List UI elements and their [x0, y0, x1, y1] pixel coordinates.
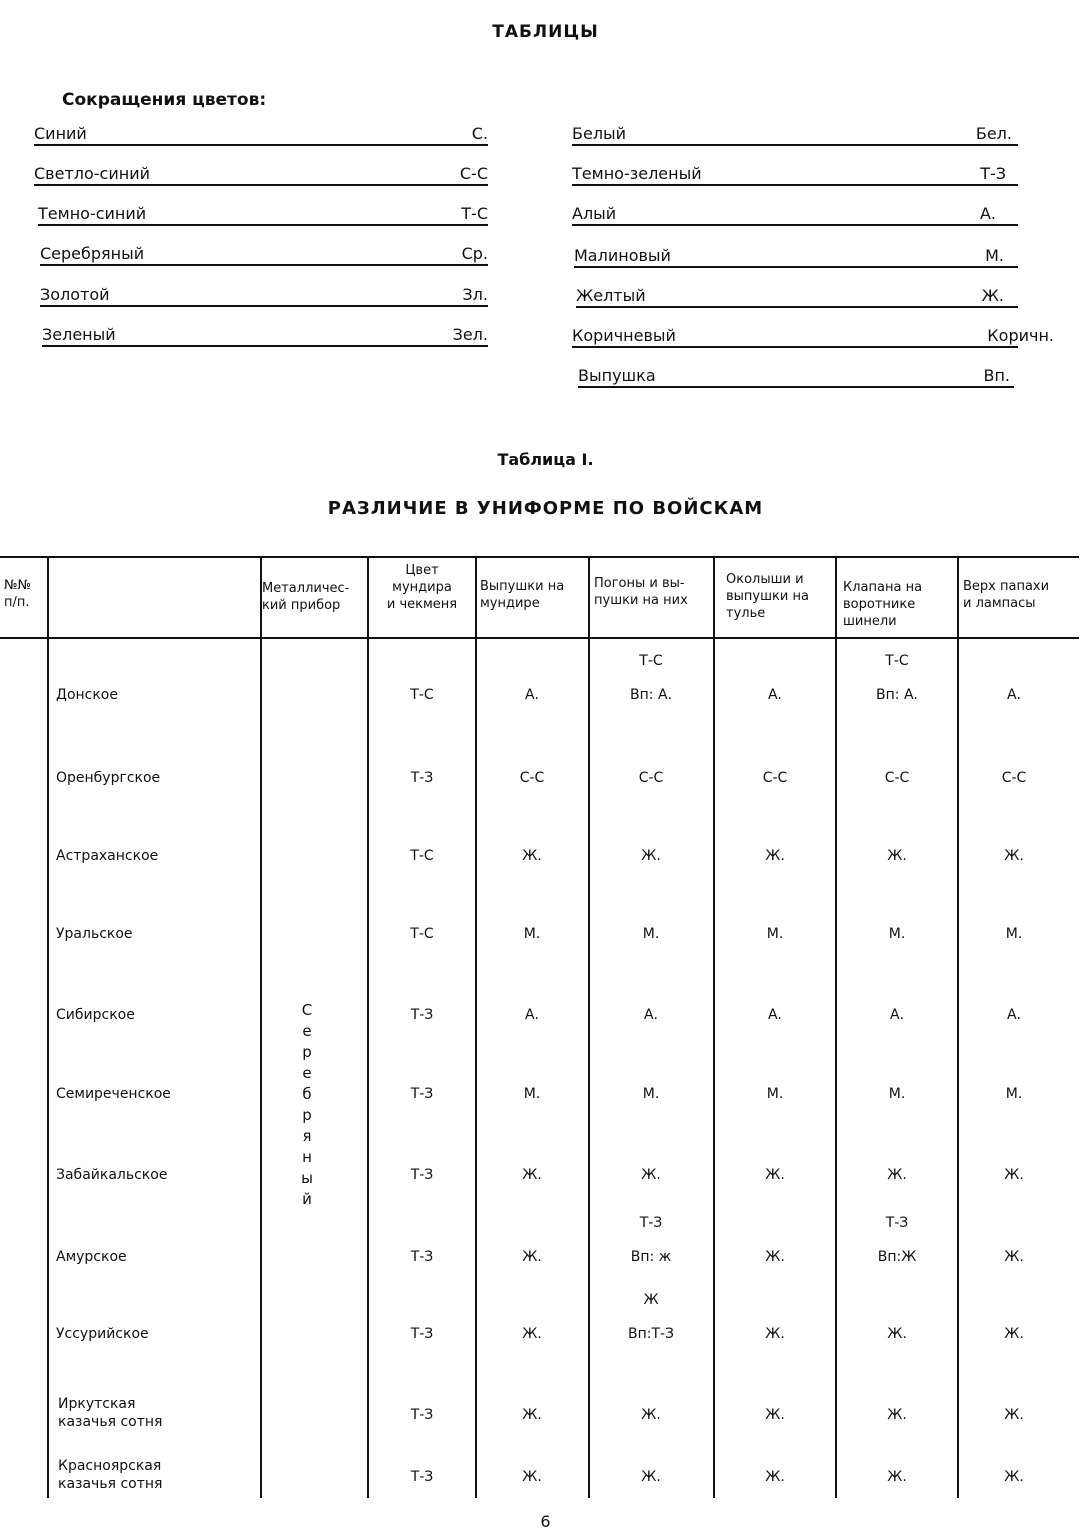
row-name: Оренбургское	[56, 770, 161, 786]
cell-piping: Ж.	[522, 1407, 542, 1423]
cell-bands: А.	[767, 1007, 783, 1023]
cell-collar-top: Т-С	[885, 653, 909, 669]
cell-color: Т-З	[410, 1249, 434, 1265]
cell-straps: А.	[643, 1007, 659, 1023]
cell-papakha: А.	[1006, 687, 1022, 703]
abbr-name: Зеленый	[42, 325, 116, 344]
abbr-code: М.	[985, 246, 1004, 265]
cell-collar: Ж.	[887, 1167, 907, 1183]
abbr-row	[572, 122, 1018, 146]
cell-collar: Вп:Ж	[877, 1249, 917, 1265]
cell-straps: М.	[642, 1086, 660, 1102]
header-papakha: Верх папахи и лампасы	[963, 579, 1050, 611]
cell-straps: М.	[642, 926, 660, 942]
header-color: Цвет мундира и чекменя	[386, 563, 458, 612]
abbr-code: Бел.	[975, 124, 1012, 143]
metal-letter: е	[302, 1064, 312, 1082]
cell-color: Т-С	[410, 687, 434, 703]
abbr-name: Золотой	[40, 285, 110, 304]
table-top-rule	[0, 556, 1079, 558]
cell-bands: М.	[766, 926, 784, 942]
metal-letter: р	[302, 1106, 312, 1124]
row-name: Астраханское	[56, 848, 159, 864]
metal-letter: р	[302, 1043, 312, 1061]
cell-piping: Ж.	[522, 1249, 542, 1265]
cell-bands: С-С	[762, 770, 788, 786]
cell-bands: Ж.	[765, 1469, 785, 1485]
cell-straps: Ж.	[641, 1407, 661, 1423]
row-name: Забайкальское	[56, 1167, 168, 1183]
cell-bands: Ж.	[765, 1407, 785, 1423]
cell-papakha: Ж.	[1004, 1167, 1024, 1183]
cell-bands: Ж.	[765, 848, 785, 864]
table-header-rule	[0, 637, 1079, 639]
abbr-code: А.	[979, 204, 996, 223]
abbr-name: Светло-синий	[34, 164, 151, 183]
row-name: казачья сотня	[58, 1414, 163, 1430]
cell-collar: М.	[888, 1086, 906, 1102]
abbreviations-heading: Сокращения цветов:	[62, 90, 267, 110]
row-name: Иркутская	[58, 1396, 136, 1412]
cell-piping: Ж.	[522, 848, 542, 864]
cell-color: Т-С	[410, 848, 434, 864]
abbr-name: Желтый	[576, 286, 646, 305]
cell-collar: А.	[889, 1007, 905, 1023]
abbr-row	[34, 122, 488, 146]
header-bands: Околыши и выпушки на тулье	[726, 572, 809, 621]
abbr-code: Зел.	[452, 325, 488, 344]
cell-straps: Ж.	[641, 1469, 661, 1485]
cell-straps-top: Т-С	[639, 653, 663, 669]
cell-bands: Ж.	[765, 1167, 785, 1183]
row-name: Сибирское	[56, 1007, 135, 1023]
cell-bands: М.	[766, 1086, 784, 1102]
cell-piping: М.	[523, 1086, 541, 1102]
cell-straps: С-С	[638, 770, 664, 786]
cell-piping: Ж.	[522, 1469, 542, 1485]
table-title: РАЗЛИЧИЕ В УНИФОРМЕ ПО ВОЙСКАМ	[327, 498, 764, 519]
cell-straps: Вп: ж	[630, 1249, 672, 1265]
cell-bands: Ж.	[765, 1249, 785, 1265]
metal-value	[297, 1000, 317, 1210]
cell-color: Т-З	[410, 1086, 434, 1102]
abbr-row	[574, 244, 1018, 268]
abbr-name: Темно-зеленый	[572, 164, 702, 183]
abbr-row	[40, 242, 488, 266]
cell-papakha: Ж.	[1004, 1249, 1024, 1265]
header-straps: Погоны и вы- пушки на них	[594, 576, 688, 608]
abbr-code: Т-З	[980, 164, 1006, 183]
header-metal: Металличес- кий прибор	[262, 581, 350, 613]
abbr-code: Зл.	[462, 285, 488, 304]
metal-letter: е	[302, 1022, 312, 1040]
column-divider	[47, 556, 49, 1498]
abbr-name: Алый	[572, 204, 617, 223]
cell-papakha: М.	[1005, 926, 1023, 942]
cell-color: Т-З	[410, 1167, 434, 1183]
abbr-row	[576, 284, 1018, 308]
cell-color: Т-З	[410, 1007, 434, 1023]
cell-color: Т-З	[410, 1469, 434, 1485]
table-caption: Таблица I.	[497, 450, 594, 469]
cell-papakha: Ж.	[1004, 1407, 1024, 1423]
cell-bands: А.	[767, 687, 783, 703]
abbr-row	[572, 324, 1054, 348]
cell-straps-top: Т-З	[639, 1215, 663, 1231]
abbr-name: Белый	[572, 124, 627, 143]
cell-bands: Ж.	[765, 1326, 785, 1342]
metal-letter: С	[301, 1001, 313, 1019]
abbr-name: Темно-синий	[38, 204, 147, 223]
cell-piping: С-С	[519, 770, 545, 786]
cell-collar: Ж.	[887, 848, 907, 864]
header-piping: Выпушки на мундире	[480, 579, 565, 611]
cell-collar: М.	[888, 926, 906, 942]
cell-color: Т-З	[410, 770, 434, 786]
page-title: ТАБЛИЦЫ	[492, 22, 599, 42]
abbr-row	[42, 323, 488, 347]
cell-papakha: Ж.	[1004, 1326, 1024, 1342]
cell-straps: Вп:Т-З	[627, 1326, 675, 1342]
cell-collar: С-С	[884, 770, 910, 786]
cell-straps-top: Ж	[643, 1292, 659, 1308]
abbr-row	[38, 202, 488, 226]
metal-letter: б	[302, 1085, 312, 1103]
header-collar: Клапана на воротнике шинели	[843, 580, 923, 629]
metal-letter: й	[302, 1190, 312, 1208]
abbr-name: Малиновый	[574, 246, 671, 265]
abbr-code: Ср.	[461, 244, 488, 263]
cell-piping: Ж.	[522, 1326, 542, 1342]
cell-collar: Ж.	[887, 1469, 907, 1485]
cell-color: Т-С	[410, 926, 434, 942]
abbr-row	[40, 283, 488, 307]
metal-letter: ы	[301, 1169, 313, 1187]
row-name: Уссурийское	[56, 1326, 149, 1342]
abbr-row	[34, 162, 488, 186]
abbr-name: Синий	[34, 124, 87, 143]
page-number: 6	[540, 1512, 551, 1531]
abbr-code: Т-С	[461, 204, 488, 223]
column-divider	[260, 556, 262, 1498]
abbr-name: Выпушка	[578, 366, 656, 385]
cell-collar: Ж.	[887, 1407, 907, 1423]
abbr-row	[572, 162, 1018, 186]
row-name: Семиреченское	[56, 1086, 171, 1102]
abbr-code: С.	[471, 124, 488, 143]
abbr-code: Коричн.	[987, 326, 1054, 345]
cell-straps: Ж.	[641, 848, 661, 864]
cell-papakha: М.	[1005, 1086, 1023, 1102]
cell-color: Т-З	[410, 1326, 434, 1342]
abbr-name: Серебряный	[40, 244, 145, 263]
abbr-code: Ж.	[981, 286, 1004, 305]
abbr-code: С-С	[459, 164, 488, 183]
abbr-name: Коричневый	[572, 326, 676, 345]
header-num: №№ п/п.	[4, 578, 32, 610]
row-name: Донское	[56, 687, 118, 703]
cell-piping: Ж.	[522, 1167, 542, 1183]
cell-piping: М.	[523, 926, 541, 942]
cell-papakha: Ж.	[1004, 848, 1024, 864]
cell-straps: Ж.	[641, 1167, 661, 1183]
row-name: Уральское	[56, 926, 133, 942]
row-name: Красноярская	[58, 1458, 162, 1474]
cell-collar-top: Т-З	[885, 1215, 909, 1231]
cell-papakha: С-С	[1001, 770, 1027, 786]
cell-collar: Вп: А.	[876, 687, 918, 703]
row-name: Амурское	[56, 1249, 127, 1265]
cell-color: Т-З	[410, 1407, 434, 1423]
cell-collar: Ж.	[887, 1326, 907, 1342]
abbr-row	[578, 364, 1014, 388]
cell-papakha: А.	[1006, 1007, 1022, 1023]
cell-piping: А.	[524, 687, 540, 703]
cell-piping: А.	[524, 1007, 540, 1023]
row-name: казачья сотня	[58, 1476, 163, 1492]
abbr-row	[572, 202, 1018, 226]
metal-letter: н	[302, 1148, 312, 1166]
abbr-code: Вп.	[983, 366, 1010, 385]
cell-papakha: Ж.	[1004, 1469, 1024, 1485]
metal-letter: я	[302, 1127, 312, 1145]
cell-straps: Вп: А.	[630, 687, 672, 703]
